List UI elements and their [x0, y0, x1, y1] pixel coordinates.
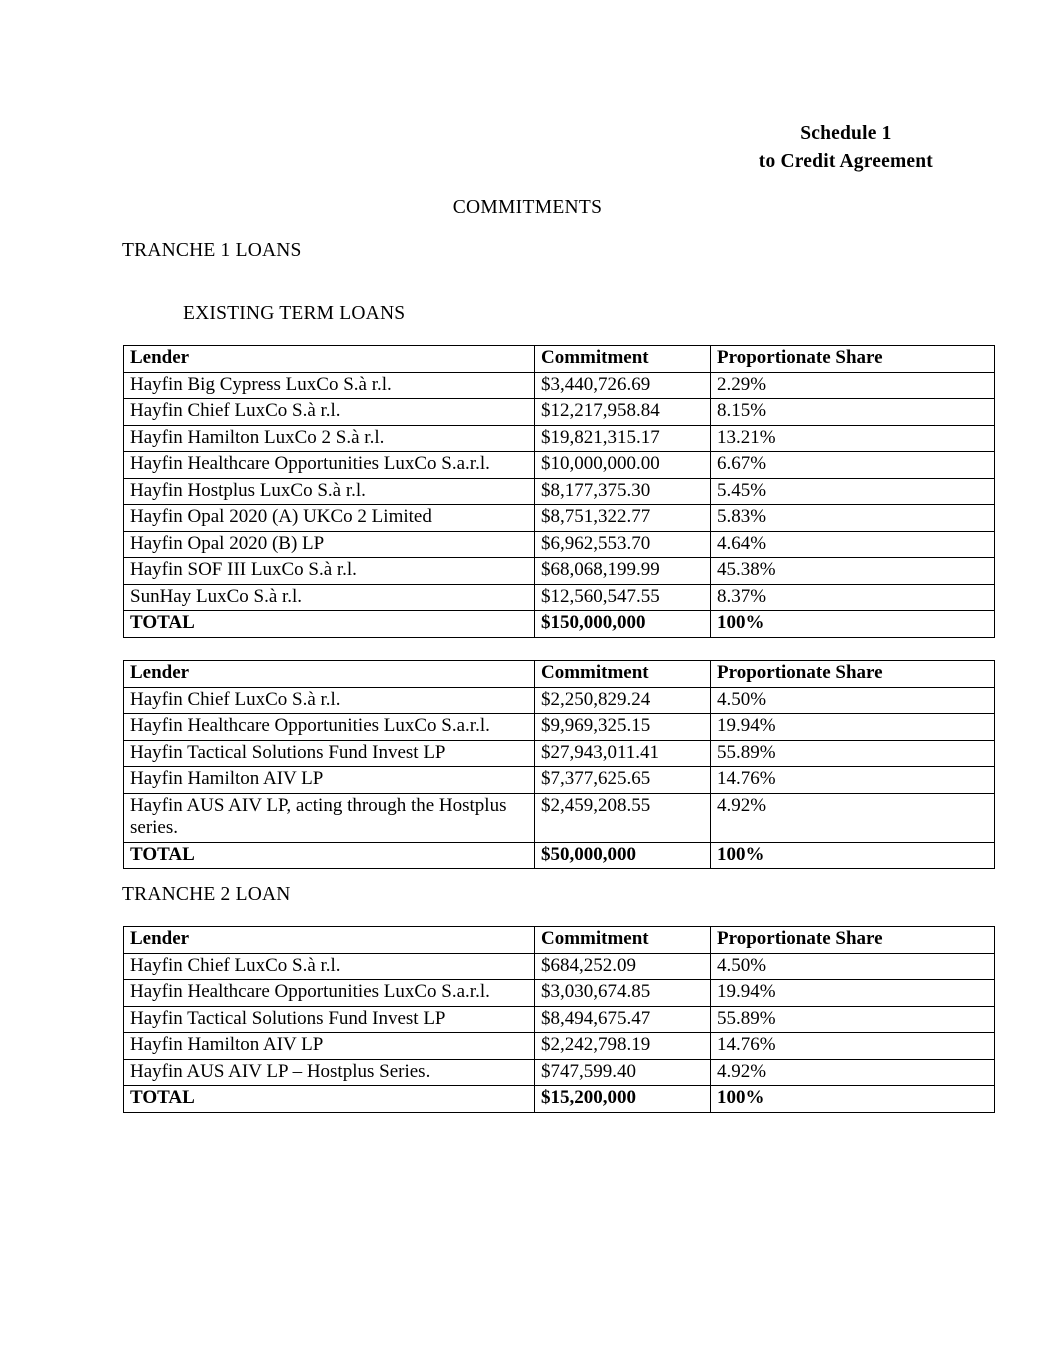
cell-share: 14.76% — [711, 1033, 995, 1060]
cell-total-commitment: $15,200,000 — [535, 1086, 711, 1113]
cell-share: 6.67% — [711, 452, 995, 479]
cell-lender: Hayfin Hamilton LuxCo 2 S.à r.l. — [124, 425, 535, 452]
cell-lender: Hayfin AUS AIV LP – Hostplus Series. — [124, 1059, 535, 1086]
cell-lender: Hayfin Healthcare Opportunities LuxCo S.a.r.l. — [124, 980, 535, 1007]
cell-share: 13.21% — [711, 425, 995, 452]
cell-commitment: $2,250,829.24 — [535, 687, 711, 714]
table-row — [124, 478, 995, 505]
table-row — [124, 980, 995, 1007]
cell-commitment: $684,252.09 — [535, 953, 711, 980]
table-row — [124, 767, 995, 794]
cell-total-commitment: $150,000,000 — [535, 611, 711, 638]
cell-share: 5.83% — [711, 505, 995, 532]
cell-share: 8.37% — [711, 584, 995, 611]
table-row — [124, 953, 995, 980]
cell-share: 5.45% — [711, 478, 995, 505]
table-row — [124, 425, 995, 452]
cell-lender: Hayfin SOF III LuxCo S.à r.l. — [124, 558, 535, 585]
heading-existing-term-loans: EXISTING TERM LOANS — [183, 303, 406, 324]
table-row — [124, 740, 995, 767]
table-total-row — [124, 1086, 995, 1113]
table-row — [124, 505, 995, 532]
cell-lender: Hayfin Big Cypress LuxCo S.à r.l. — [124, 372, 535, 399]
cell-total-label: TOTAL — [124, 842, 535, 869]
column-header-lender: Lender — [124, 927, 535, 954]
column-header-commitment: Commitment — [535, 661, 711, 688]
cell-lender: Hayfin Healthcare Opportunities LuxCo S.a.r.l. — [124, 714, 535, 741]
cell-share: 4.50% — [711, 687, 995, 714]
schedule-header — [759, 120, 933, 176]
table-row — [124, 584, 995, 611]
cell-total-share: 100% — [711, 842, 995, 869]
cell-commitment: $68,068,199.99 — [535, 558, 711, 585]
cell-commitment: $9,969,325.15 — [535, 714, 711, 741]
column-header-lender: Lender — [124, 661, 535, 688]
table-restatement-date-loan — [123, 660, 995, 869]
table-row — [124, 372, 995, 399]
cell-lender: Hayfin Hostplus LuxCo S.à r.l. — [124, 478, 535, 505]
cell-total-commitment: $50,000,000 — [535, 842, 711, 869]
cell-lender: Hayfin Tactical Solutions Fund Invest LP — [124, 740, 535, 767]
cell-lender: Hayfin Chief LuxCo S.à r.l. — [124, 399, 535, 426]
table-tranche-2-loan — [123, 926, 995, 1113]
table-header-row — [124, 346, 995, 373]
cell-lender: SunHay LuxCo S.à r.l. — [124, 584, 535, 611]
cell-lender: Hayfin Opal 2020 (A) UKCo 2 Limited — [124, 505, 535, 532]
table-row — [124, 452, 995, 479]
table-row — [124, 1033, 995, 1060]
cell-commitment: $2,459,208.55 — [535, 793, 711, 842]
cell-commitment: $19,821,315.17 — [535, 425, 711, 452]
cell-lender: Hayfin Hamilton AIV LP — [124, 767, 535, 794]
cell-total-label: TOTAL — [124, 1086, 535, 1113]
table-row — [124, 687, 995, 714]
table-row — [124, 1006, 995, 1033]
cell-share: 45.38% — [711, 558, 995, 585]
table-row — [124, 714, 995, 741]
table-total-row — [124, 611, 995, 638]
column-header-commitment: Commitment — [535, 927, 711, 954]
cell-commitment: $27,943,011.41 — [535, 740, 711, 767]
cell-share: 4.64% — [711, 531, 995, 558]
table-header-row — [124, 661, 995, 688]
cell-commitment: $2,242,798.19 — [535, 1033, 711, 1060]
cell-lender: Hayfin AUS AIV LP, acting through the Hostplus series. — [124, 793, 535, 842]
cell-total-share: 100% — [711, 1086, 995, 1113]
cell-lender: Hayfin Healthcare Opportunities LuxCo S.a.r.l. — [124, 452, 535, 479]
cell-share: 55.89% — [711, 740, 995, 767]
cell-commitment: $3,030,674.85 — [535, 980, 711, 1007]
column-header-proportionate-share: Proportionate Share — [711, 927, 995, 954]
cell-commitment: $8,177,375.30 — [535, 478, 711, 505]
cell-commitment: $3,440,726.69 — [535, 372, 711, 399]
schedule-header-line2: to Credit Agreement — [758, 151, 933, 172]
table-existing-term-loans — [123, 345, 995, 638]
cell-share: 19.94% — [711, 714, 995, 741]
column-header-commitment: Commitment — [535, 346, 711, 373]
cell-commitment: $12,560,547.55 — [535, 584, 711, 611]
cell-total-share: 100% — [711, 611, 995, 638]
cell-commitment: $8,494,675.47 — [535, 1006, 711, 1033]
cell-share: 4.50% — [711, 953, 995, 980]
cell-lender: Hayfin Tactical Solutions Fund Invest LP — [124, 1006, 535, 1033]
cell-commitment: $8,751,322.77 — [535, 505, 711, 532]
cell-share: 4.92% — [711, 1059, 995, 1086]
cell-lender: Hayfin Chief LuxCo S.à r.l. — [124, 687, 535, 714]
cell-commitment: $6,962,553.70 — [535, 531, 711, 558]
cell-commitment: $7,377,625.65 — [535, 767, 711, 794]
cell-lender: Hayfin Opal 2020 (B) LP — [124, 531, 535, 558]
cell-share: 8.15% — [711, 399, 995, 426]
table-row — [124, 1059, 995, 1086]
column-header-lender: Lender — [124, 346, 535, 373]
table-total-row — [124, 842, 995, 869]
heading-tranche-1-loans: TRANCHE 1 LOANS — [122, 240, 302, 261]
table-row — [124, 399, 995, 426]
cell-share: 2.29% — [711, 372, 995, 399]
column-header-proportionate-share: Proportionate Share — [711, 661, 995, 688]
cell-total-label: TOTAL — [124, 611, 535, 638]
cell-commitment: $12,217,958.84 — [535, 399, 711, 426]
cell-commitment: $10,000,000.00 — [535, 452, 711, 479]
table-row — [124, 531, 995, 558]
cell-lender: Hayfin Chief LuxCo S.à r.l. — [124, 953, 535, 980]
cell-commitment: $747,599.40 — [535, 1059, 711, 1086]
heading-tranche-2-loan: TRANCHE 2 LOAN — [122, 884, 291, 905]
column-header-proportionate-share: Proportionate Share — [711, 346, 995, 373]
cell-share: 55.89% — [711, 1006, 995, 1033]
table-row — [124, 558, 995, 585]
cell-lender: Hayfin Hamilton AIV LP — [124, 1033, 535, 1060]
cell-share: 4.92% — [711, 793, 995, 842]
page-title: COMMITMENTS — [452, 197, 603, 218]
cell-share: 19.94% — [711, 980, 995, 1007]
table-row — [124, 793, 995, 842]
cell-share: 14.76% — [711, 767, 995, 794]
schedule-header-line1: Schedule 1 — [800, 123, 892, 144]
table-header-row — [124, 927, 995, 954]
